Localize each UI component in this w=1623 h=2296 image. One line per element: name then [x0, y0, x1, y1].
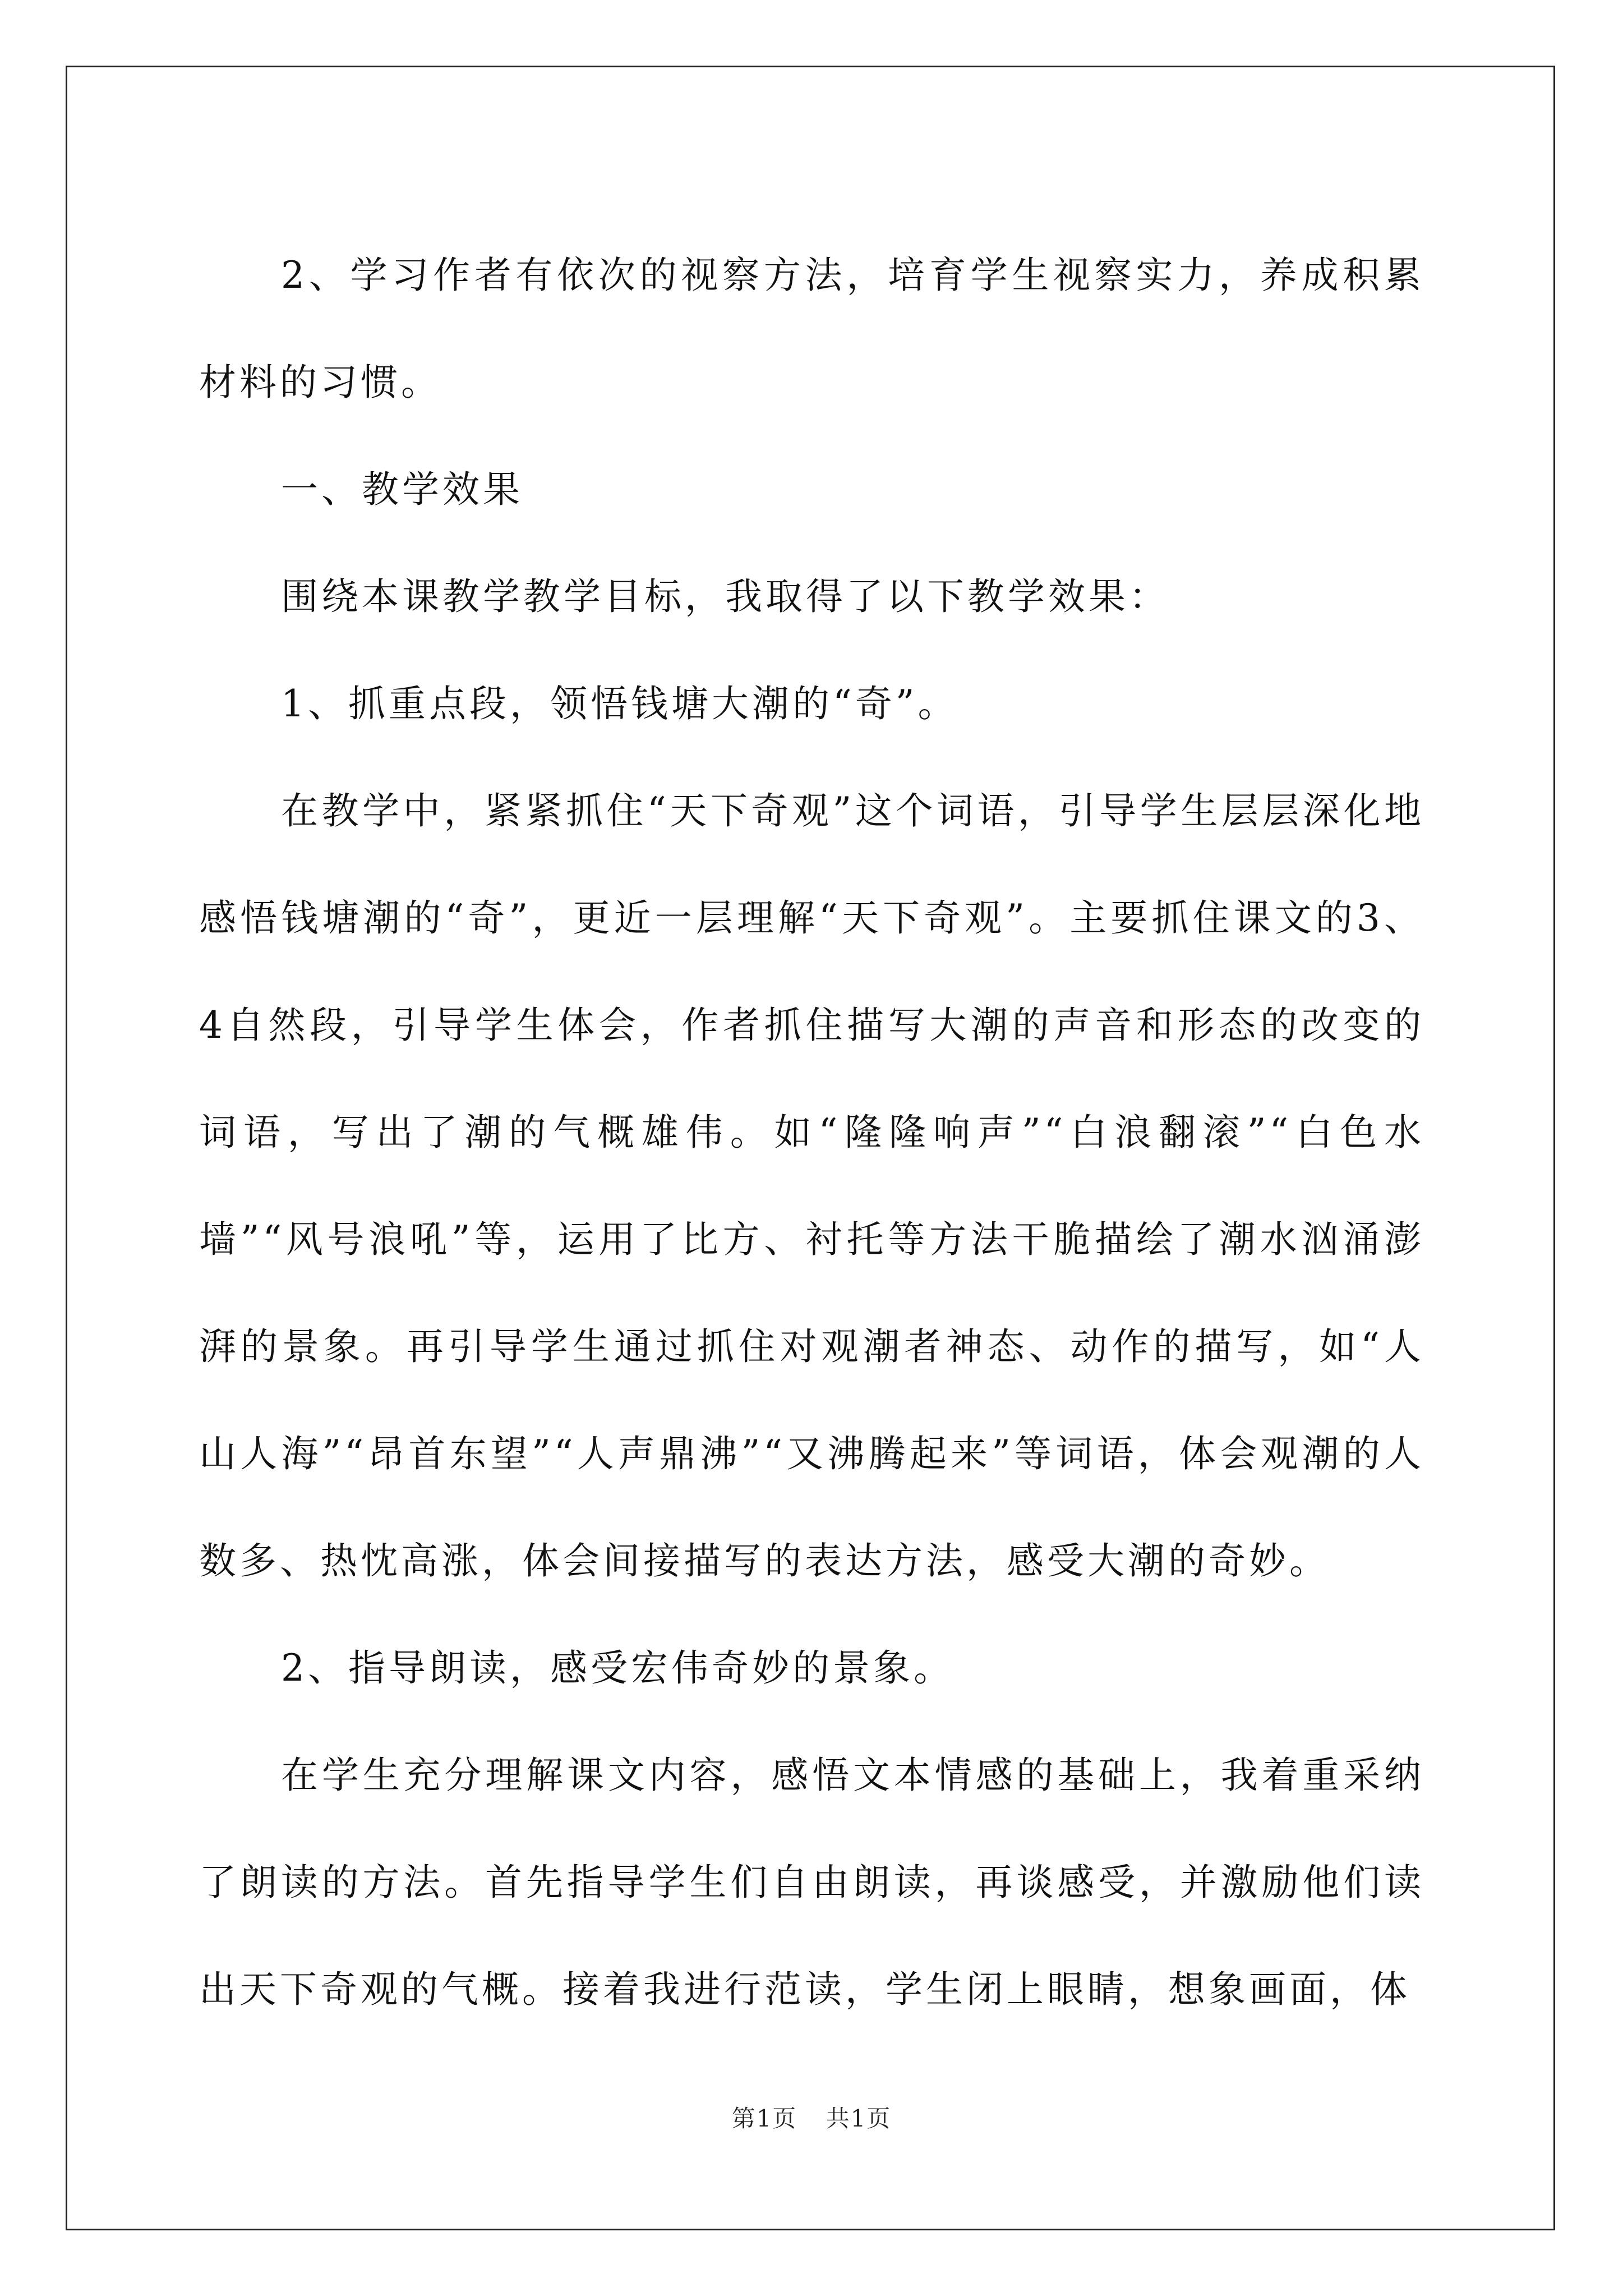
subheading-key-section: 1、抓重点段，领悟钱塘大潮的“奇”。: [281, 682, 958, 725]
page-total: 共1页: [826, 2105, 892, 2132]
section-heading-teaching-effect: 一、教学效果: [281, 468, 523, 511]
page-footer: [0, 2105, 1623, 2133]
paragraph-intro: 围绕本课教学教学目标，我取得了以下教学效果：: [281, 575, 1169, 618]
paragraph-observation-method: 2、学习作者有依次的视察方法，培育学生视察实力，养成积累材料的习惯。: [199, 254, 1424, 404]
paragraph-guided-reading-detail: 在学生充分理解课文内容，感悟文本情感的基础上，我着重采纳了朗读的方法。首先指导学生们自由朗读，再谈感受，并激励他们读出天下奇观的气概。接着我进行范读，学生闭上眼睛，想象画面，体: [199, 1754, 1424, 2011]
page-number: 第1页: [731, 2105, 797, 2132]
subheading-guided-reading: 2、指导朗读，感受宏伟奇妙的景象。: [281, 1646, 954, 1690]
document-body: [199, 222, 1424, 2043]
paragraph-key-section-detail: 在教学中，紧紧抓住“天下奇观”这个词语，引导学生层层深化地感悟钱塘潮的“奇”，更近一层理解“天下奇观”。主要抓住课文的3、4自然段，引导学生体会，作者抓住描写大潮的声音和形态的改变的词语，写出了潮的气概雄伟。如“隆隆响声”“白浪翻滚”“白色水墙”“风号浪吼”等，运用了比方、衬托等方法干脆描绘了潮水汹涌澎湃的景象。再引导学生通过抓住对观潮者神态、动作的描写，如“人山人海”“昂首东望”“人声鼎沸”“又沸腾起来”等词语，体会观潮的人数多、热忱高涨，体会间接描写的表达方法，感受大潮的奇妙。: [199, 789, 1424, 1582]
